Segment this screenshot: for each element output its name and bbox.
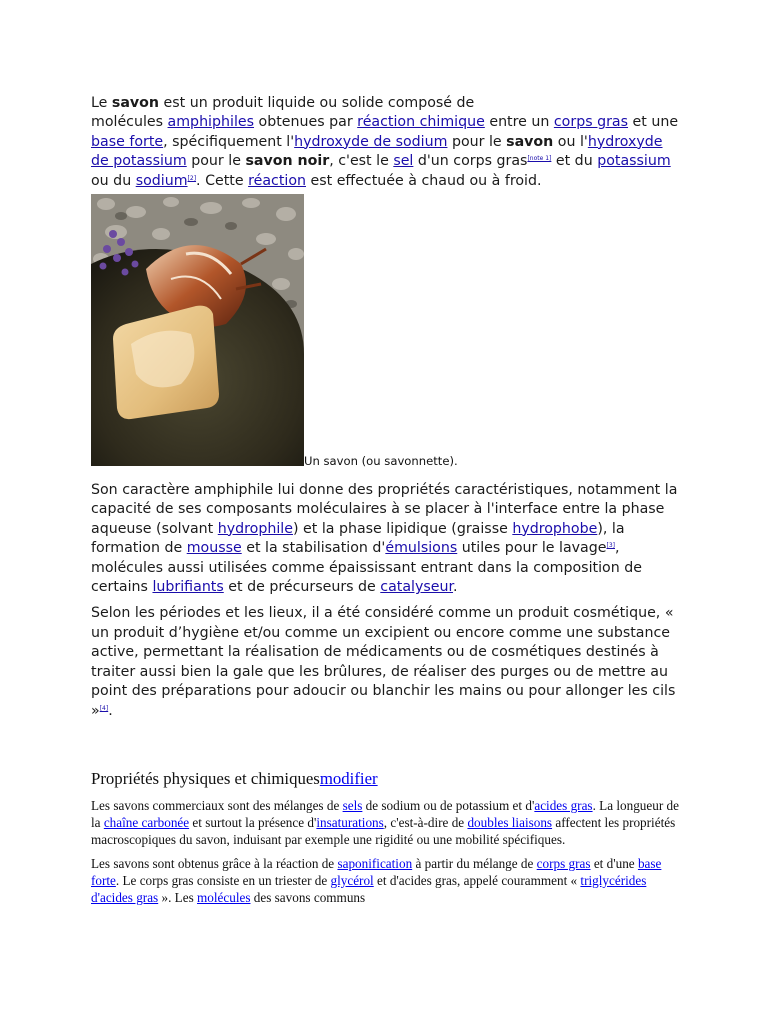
text: molécules: [91, 114, 168, 131]
text: , c'est-à-dire de: [383, 815, 468, 831]
link-sel[interactable]: sel: [393, 153, 414, 170]
link-corps-gras[interactable]: corps gras: [536, 855, 591, 871]
text: ), la formation de: [91, 520, 625, 557]
text: obtenues par: [254, 114, 358, 131]
text: .: [453, 579, 458, 596]
text: .: [108, 702, 113, 719]
paragraph-sels: [91, 797, 681, 849]
link-base-forte[interactable]: base forte: [91, 133, 164, 150]
edit-section-link[interactable]: modifier: [319, 768, 378, 788]
text: Selon les périodes et les lieux, il a été considéré comme un produit cosmétique, « un produit d’hygiène et/ou comme un excipient ou encore comme une substance active, permettant la réalisation de médicaments ou de cosmétiques destinés à traiter aussi bien la gale que les brûlures, de réaliser des purges ou de mettre au point des préparations pour adoucir ou blanchir les mains ou pour allonger les cils »: [91, 605, 676, 719]
link-doubles-liaisons[interactable]: doubles liaisons: [467, 815, 553, 831]
link-hydroxyde-de-sodium[interactable]: hydroxyde de sodium: [294, 133, 448, 150]
link-acides-gras[interactable]: acides gras: [534, 797, 593, 813]
text: , c'est le: [329, 153, 394, 170]
savon-bold: savon: [111, 95, 160, 111]
text: Les savons sont obtenus grâce à la réaction de: [91, 855, 338, 871]
link-catalyseur[interactable]: catalyseur: [380, 579, 454, 596]
text: entre un: [484, 114, 554, 131]
link-saponification[interactable]: saponification: [337, 855, 413, 871]
text: ». Les: [158, 889, 198, 905]
text: et du: [551, 153, 598, 170]
text: des savons communs: [250, 889, 366, 905]
savon-noir-bold: savon noir: [245, 153, 330, 170]
link-hydrophile[interactable]: hydrophile: [217, 520, 293, 537]
text: , spécifiquement l': [163, 133, 295, 150]
text: et de précurseurs de: [223, 579, 381, 596]
paragraph-amphiphile: [91, 481, 681, 597]
link-mousse[interactable]: mousse: [186, 540, 242, 557]
link-reaction[interactable]: réaction: [248, 172, 306, 189]
text: et surtout la présence d': [189, 815, 317, 831]
savon-bold: savon: [506, 133, 554, 150]
article: [91, 94, 681, 906]
link-molecules[interactable]: molécules: [197, 889, 251, 905]
section-heading: [91, 769, 681, 789]
link-lubrifiants[interactable]: lubrifiants: [152, 579, 224, 596]
link-corps-gras[interactable]: corps gras: [553, 114, 629, 131]
paragraph-cosmetique: [91, 604, 681, 720]
text: à partir du mélange de: [412, 855, 537, 871]
text: ) et la phase lipidique (graisse: [292, 520, 513, 537]
text: et une: [628, 114, 679, 131]
paragraph-saponification: [91, 855, 681, 907]
text: . Le corps gras consiste en un triester de: [115, 872, 331, 888]
link-glycerol[interactable]: glycérol: [330, 872, 374, 888]
link-emulsions[interactable]: émulsions: [385, 540, 458, 557]
soap-photo: [91, 194, 304, 466]
link-triglycerides[interactable]: triglycérides d'acides gras: [91, 872, 647, 905]
text: et d'une: [590, 855, 638, 871]
ref-3[interactable]: [3]: [606, 542, 615, 550]
text: est effectuée à chaud ou à froid.: [306, 172, 542, 189]
text: ou du: [91, 172, 136, 189]
note-1-ref[interactable]: [note 1]: [527, 155, 552, 163]
intro-paragraph: [91, 94, 681, 191]
text: de sodium ou de potassium et d': [362, 797, 535, 813]
link-chaine-carbonee[interactable]: chaîne carbonée: [103, 815, 190, 831]
link-amphiphiles[interactable]: amphiphiles: [167, 114, 255, 131]
text: et la stabilisation d': [241, 540, 386, 557]
link-potassium[interactable]: potassium: [597, 153, 671, 170]
soap-figure: [91, 194, 681, 469]
text: Son caractère amphiphile lui donne des propriétés caractéristiques, notamment la capacité de ses composants moléculaires à se placer à l'interface entre la phase aqueuse (solvant: [91, 482, 678, 537]
text: . Cette: [196, 172, 249, 189]
link-hydroxyde-de-potassium[interactable]: hydroxyde de potassium: [91, 133, 663, 170]
text: d'un corps gras: [413, 153, 528, 170]
text: pour le: [186, 153, 246, 170]
section-title: Propriétés physiques et chimiques: [91, 768, 320, 788]
text: pour le: [447, 133, 507, 150]
link-hydrophobe[interactable]: hydrophobe: [512, 520, 598, 537]
text: ou l': [553, 133, 588, 150]
link-sodium[interactable]: sodium: [135, 172, 188, 189]
text: utiles pour le lavage: [457, 540, 607, 557]
text: affectent les propriétés macroscopiques du savon, induisant par exemple une rigidité ou une mobilité spécifiques.: [91, 815, 676, 848]
link-insaturations[interactable]: insaturations: [316, 815, 384, 831]
text: , molécules aussi utilisées comme épaississant entrant dans la composition de certains: [91, 540, 642, 596]
figure-caption: Un savon (ou savonnette).: [304, 454, 458, 469]
text: Le: [91, 95, 112, 111]
ref-4[interactable]: [4]: [99, 704, 109, 712]
ref-2[interactable]: [2]: [187, 174, 197, 182]
link-reaction-chimique[interactable]: réaction chimique: [357, 114, 485, 131]
text: est un produit liquide ou solide composé de: [159, 95, 475, 111]
text: Les savons commerciaux sont des mélanges de: [91, 797, 343, 813]
link-sels[interactable]: sels: [342, 797, 363, 813]
link-base-forte[interactable]: base forte: [91, 855, 662, 888]
text: et d'acides gras, appelé couramment «: [373, 872, 581, 888]
text: . La longueur de la: [91, 797, 679, 831]
